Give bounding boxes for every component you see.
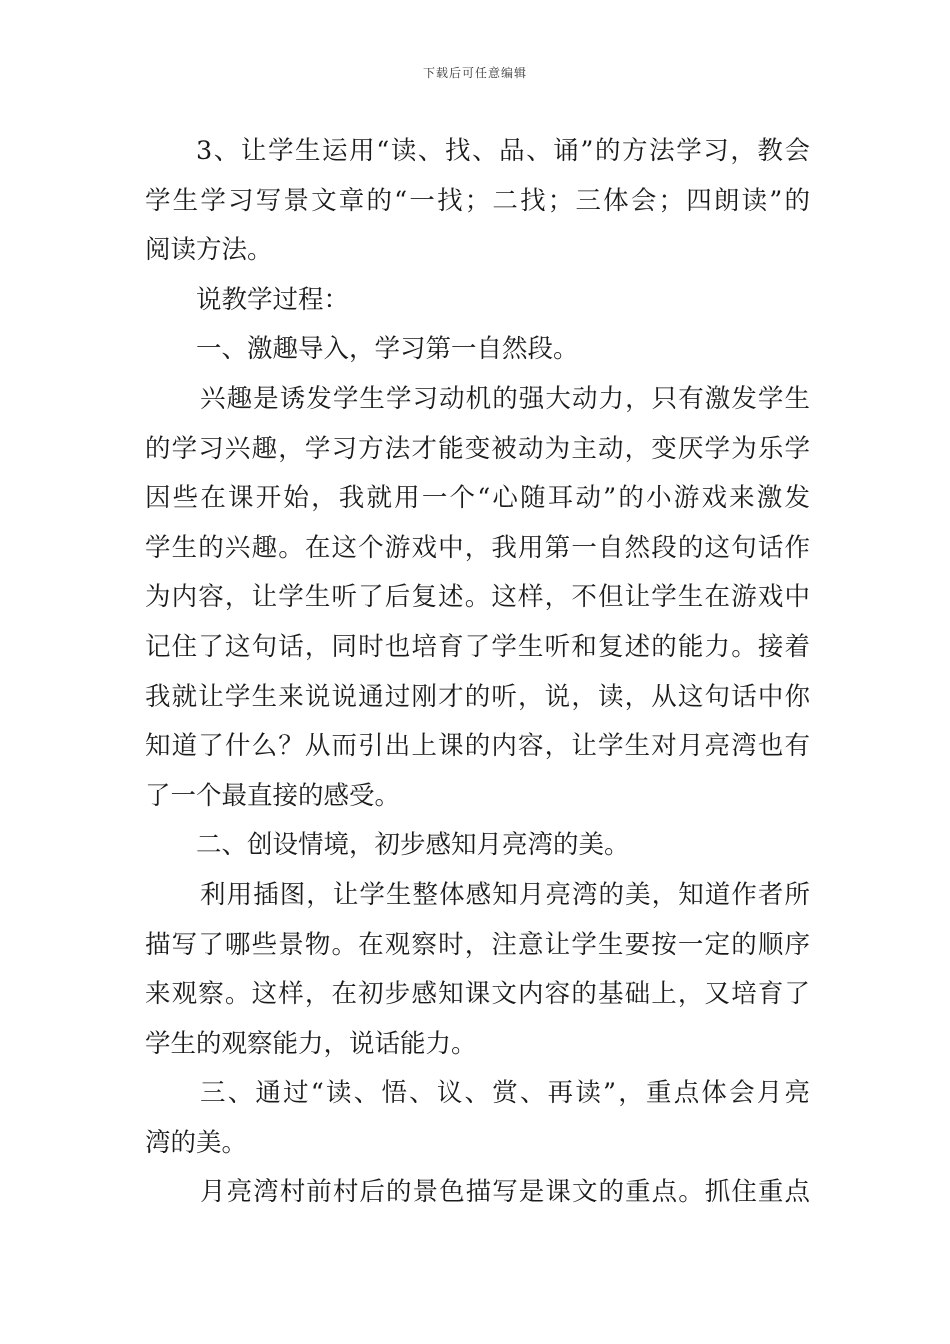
paragraph-line: 3、让学生运用“读、找、品、诵”的方法学习，教会 xyxy=(196,136,810,166)
section-heading: 湾的美。 xyxy=(145,1127,248,1158)
paragraph-line: 了一个最直接的感受。 xyxy=(145,780,401,811)
page-header: 下载后可任意编辑 xyxy=(422,66,527,80)
paragraph-line: 利用插图，让学生整体感知月亮湾的美，知道作者所 xyxy=(200,879,810,910)
paragraph-line: 阅读方法。 xyxy=(145,235,273,266)
paragraph-line: 的学习兴趣，学习方法才能变被动为主动，变厌学为乐学 xyxy=(145,433,810,464)
paragraph-line: 学生学习写景文章的“一找；二找；三体会；四朗读”的 xyxy=(145,185,810,216)
paragraph-line: 记住了这句话，同时也培育了学生听和复述的能力。接着 xyxy=(145,631,810,662)
paragraph-line: 因些在课开始，我就用一个“心随耳动”的小游戏来激发 xyxy=(145,483,810,514)
section-heading: 说教学过程： xyxy=(196,284,350,315)
section-heading: 一、激趣导入，学习第一自然段。 xyxy=(196,334,579,365)
paragraph-line: 知道了什么？从而引出上课的内容，让学生对月亮湾也有 xyxy=(145,731,810,762)
paragraph-line: 兴趣是诱发学生学习动机的强大动力，只有激发学生 xyxy=(200,383,810,414)
paragraph-line: 我就让学生来说说通过刚才的听，说，读，从这句话中你 xyxy=(145,681,810,712)
paragraph-line: 学生的观察能力，说话能力。 xyxy=(145,1028,477,1059)
paragraph-line: 学生的兴趣。在这个游戏中，我用第一自然段的这句话作 xyxy=(145,532,810,563)
paragraph-line: 为内容，让学生听了后复述。这样，不但让学生在游戏中 xyxy=(145,582,810,613)
paragraph-line: 来观察。这样，在初步感知课文内容的基础上，又培育了 xyxy=(145,979,810,1010)
document-body xyxy=(145,127,810,1218)
paragraph-line: 描写了哪些景物。在观察时，注意让学生要按一定的顺序 xyxy=(145,929,810,960)
section-heading: 三、通过“读、悟、议、赏、再读”，重点体会月亮 xyxy=(200,1078,810,1109)
paragraph-line: 月亮湾村前村后的景色描写是课文的重点。抓住重点 xyxy=(200,1177,810,1208)
section-heading: 二、创设情境，初步感知月亮湾的美。 xyxy=(196,830,630,861)
